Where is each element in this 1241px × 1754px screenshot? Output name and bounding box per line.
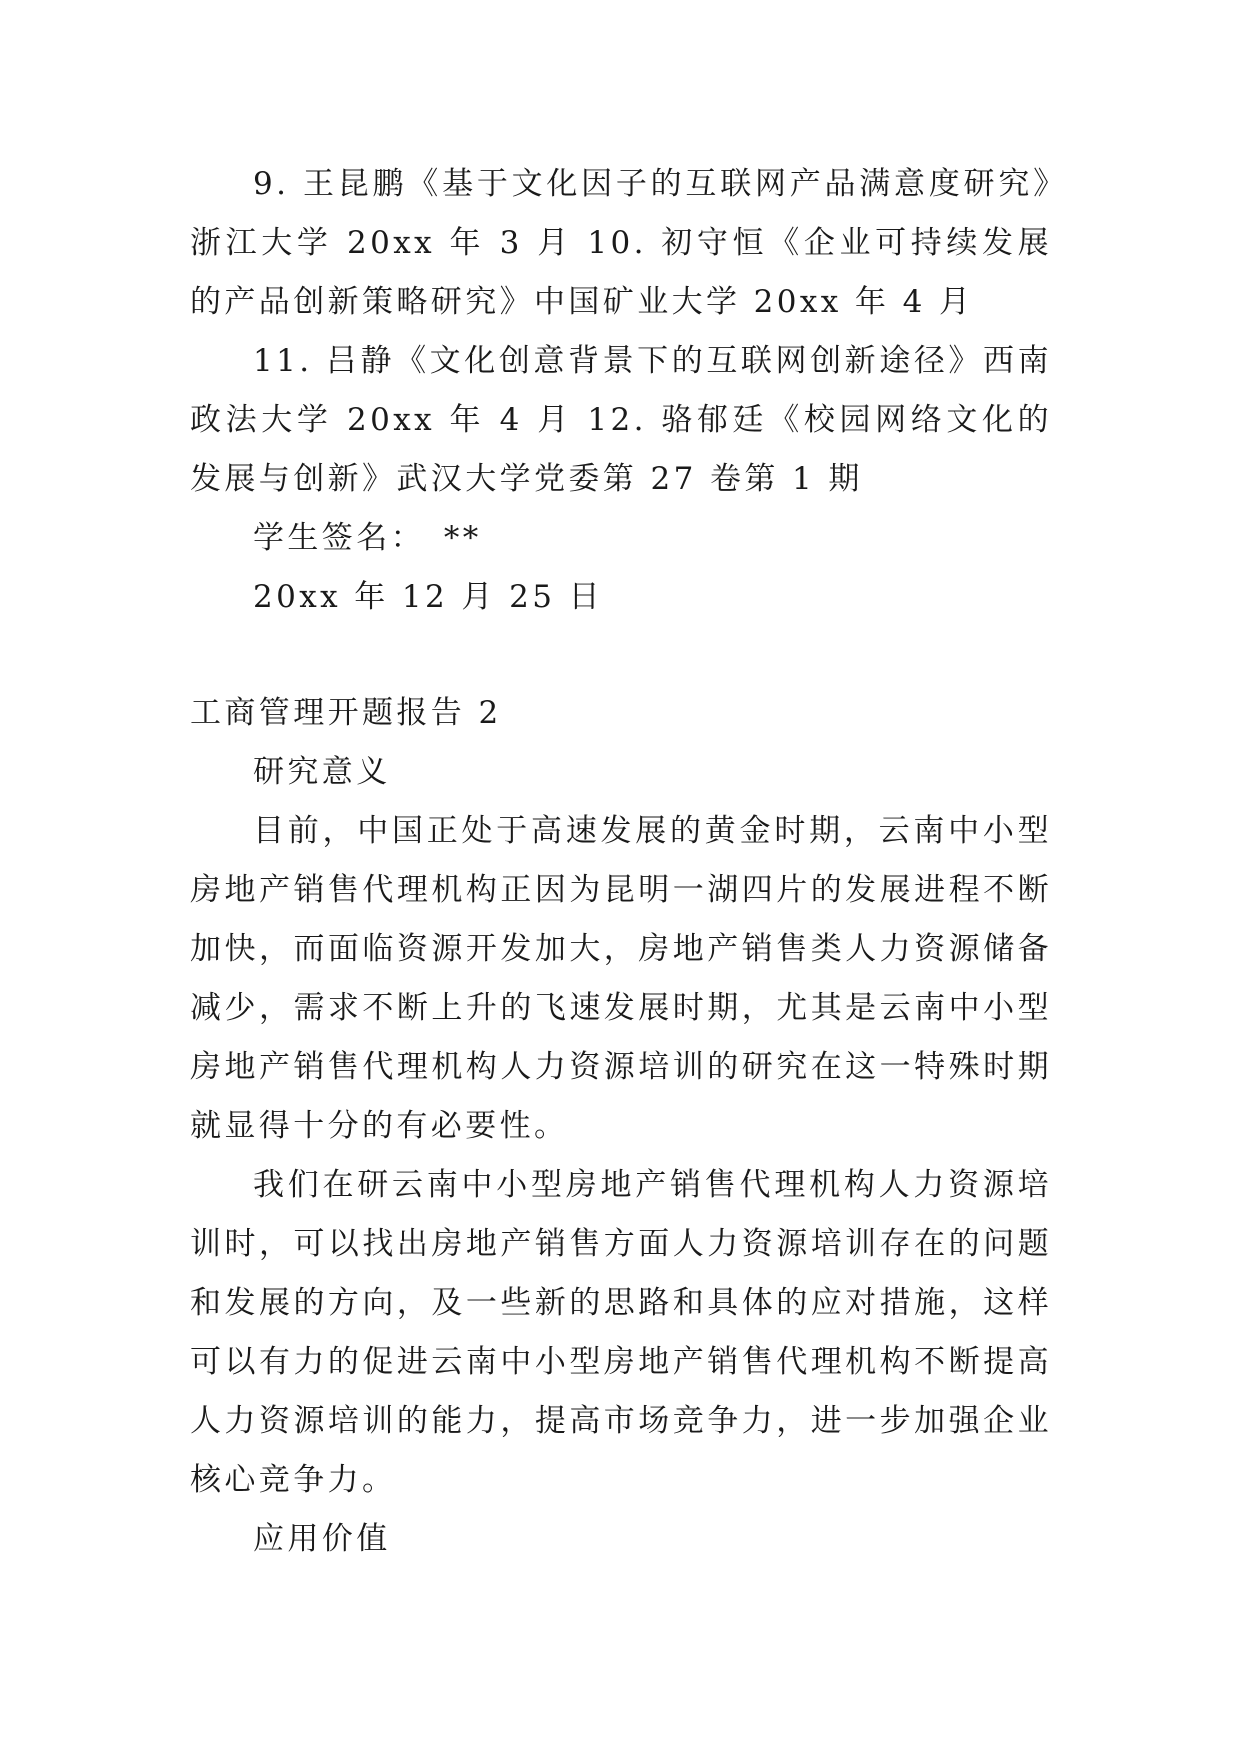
subheading-application-value: 应用价值 — [253, 1521, 391, 1557]
subheading-research-significance: 研究意义 — [253, 754, 391, 790]
reference-entry: 9. 王昆鹏《基于文化因子的互联网产品满意度研究》浙江大学 20xx 年 3 月 10. 初守恒《企业可持续发展的产品创新策略研究》中国矿业大学 20xx 年 4 月 — [190, 166, 1052, 320]
section-title: 工商管理开题报告 2 — [190, 695, 502, 731]
document-body — [190, 155, 1052, 1569]
body-paragraph: 目前，中国正处于高速发展的黄金时期，云南中小型房地产销售代理机构正因为昆明一湖四片的发展进程不断加快，而面临资源开发加大，房地产销售类人力资源储备减少，需求不断上升的飞速发展时期，尤其是云南中小型房地产销售代理机构人力资源培训的研究在这一特殊时期就显得十分的有必要性。 — [190, 813, 1052, 1144]
signature-date: 20xx 年 12 月 25 日 — [253, 579, 603, 615]
reference-entry: 11. 吕静《文化创意背景下的互联网创新途径》西南政法大学 20xx 年 4 月 12. 骆郁廷《校园网络文化的发展与创新》武汉大学党委第 27 卷第 1 期 — [190, 343, 1052, 497]
body-paragraph: 我们在研云南中小型房地产销售代理机构人力资源培训时，可以找出房地产销售方面人力资源培训存在的问题和发展的方向，及一些新的思路和具体的应对措施，这样可以有力的促进云南中小型房地产销售代理机构不断提高人力资源培训的能力，提高市场竞争力，进一步加强企业核心竞争力。 — [190, 1167, 1052, 1498]
student-signature: 学生签名： ** — [253, 520, 482, 556]
